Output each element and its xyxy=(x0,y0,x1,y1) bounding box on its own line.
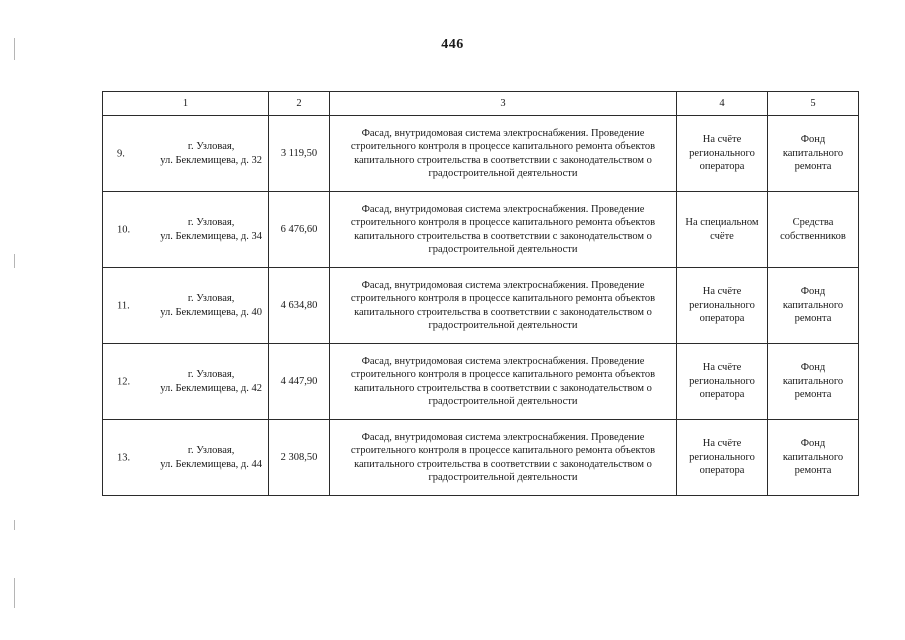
address-cell xyxy=(103,268,269,344)
table-row xyxy=(103,268,859,344)
works-cell: Фасад, внутридомовая система электроснабжения. Проведение строительного контроля в процессе капитального ремонта объектов капитального строительства в соответствии с законодательством о градостроительной деятельности xyxy=(330,344,677,420)
address-city: г. Узловая, xyxy=(187,141,235,152)
works-cell: Фасад, внутридомовая система электроснабжения. Проведение строительного контроля в процессе капитального ремонта объектов капитального строительства в соответствии с законодательством о градостроительной деятельности xyxy=(330,116,677,192)
table-row xyxy=(103,344,859,420)
address-street: ул. Беклемищева, д. 34 xyxy=(160,230,262,242)
column-header: 1 xyxy=(103,92,269,116)
cost-cell: 3 119,50 xyxy=(269,116,330,192)
table-header-row xyxy=(103,92,859,116)
funding-source-cell: Фонд капитального ремонта xyxy=(768,268,859,344)
address-city: г. Узловая, xyxy=(187,217,235,228)
address-street: ул. Беклемищева, д. 42 xyxy=(160,382,262,394)
column-header: 4 xyxy=(677,92,768,116)
column-header: 2 xyxy=(269,92,330,116)
account-holder-cell: На счёте регионального оператора xyxy=(677,116,768,192)
address-city: г. Узловая, xyxy=(187,293,235,304)
cost-cell: 4 634,80 xyxy=(269,268,330,344)
scan-margin-mark xyxy=(14,254,15,268)
row-number: 11. xyxy=(117,299,130,311)
column-header: 5 xyxy=(768,92,859,116)
account-holder-cell: На счёте регионального оператора xyxy=(677,268,768,344)
row-number: 9. xyxy=(117,147,125,159)
cost-cell: 4 447,90 xyxy=(269,344,330,420)
works-cell: Фасад, внутридомовая система электроснабжения. Проведение строительного контроля в процессе капитального ремонта объектов капитального строительства в соответствии с законодательством о градостроительной деятельности xyxy=(330,420,677,496)
row-number: 12. xyxy=(117,375,131,387)
funding-source-cell: Фонд капитального ремонта xyxy=(768,344,859,420)
address-city: г. Узловая, xyxy=(187,369,235,380)
cost-cell: 2 308,50 xyxy=(269,420,330,496)
row-number: 10. xyxy=(117,223,131,235)
cost-cell: 6 476,60 xyxy=(269,192,330,268)
address-cell xyxy=(103,116,269,192)
account-holder-cell: На счёте регионального оператора xyxy=(677,420,768,496)
account-holder-cell: На специальном счёте xyxy=(677,192,768,268)
account-holder-cell: На счёте регионального оператора xyxy=(677,344,768,420)
page-number: 446 xyxy=(441,37,464,52)
address-street: ул. Беклемищева, д. 44 xyxy=(160,458,262,470)
scan-margin-mark xyxy=(14,578,15,608)
scan-margin-mark xyxy=(14,520,15,530)
address-cell xyxy=(103,344,269,420)
table-row xyxy=(103,116,859,192)
table-row xyxy=(103,420,859,496)
address-cell xyxy=(103,192,269,268)
funding-source-cell: Фонд капитального ремонта xyxy=(768,420,859,496)
row-number: 13. xyxy=(117,451,131,463)
table-row xyxy=(103,192,859,268)
address-street: ул. Беклемищева, д. 40 xyxy=(160,306,262,318)
column-header: 3 xyxy=(330,92,677,116)
address-street: ул. Беклемищева, д. 32 xyxy=(160,154,262,166)
works-table xyxy=(102,91,859,496)
address-city: г. Узловая, xyxy=(187,445,235,456)
address-cell xyxy=(103,420,269,496)
works-cell: Фасад, внутридомовая система электроснабжения. Проведение строительного контроля в процессе капитального ремонта объектов капитального строительства в соответствии с законодательством о градостроительной деятельности xyxy=(330,268,677,344)
funding-source-cell: Средства собственников xyxy=(768,192,859,268)
funding-source-cell: Фонд капитального ремонта xyxy=(768,116,859,192)
works-cell: Фасад, внутридомовая система электроснабжения. Проведение строительного контроля в процессе капитального ремонта объектов капитального строительства в соответствии с законодательством о градостроительной деятельности xyxy=(330,192,677,268)
